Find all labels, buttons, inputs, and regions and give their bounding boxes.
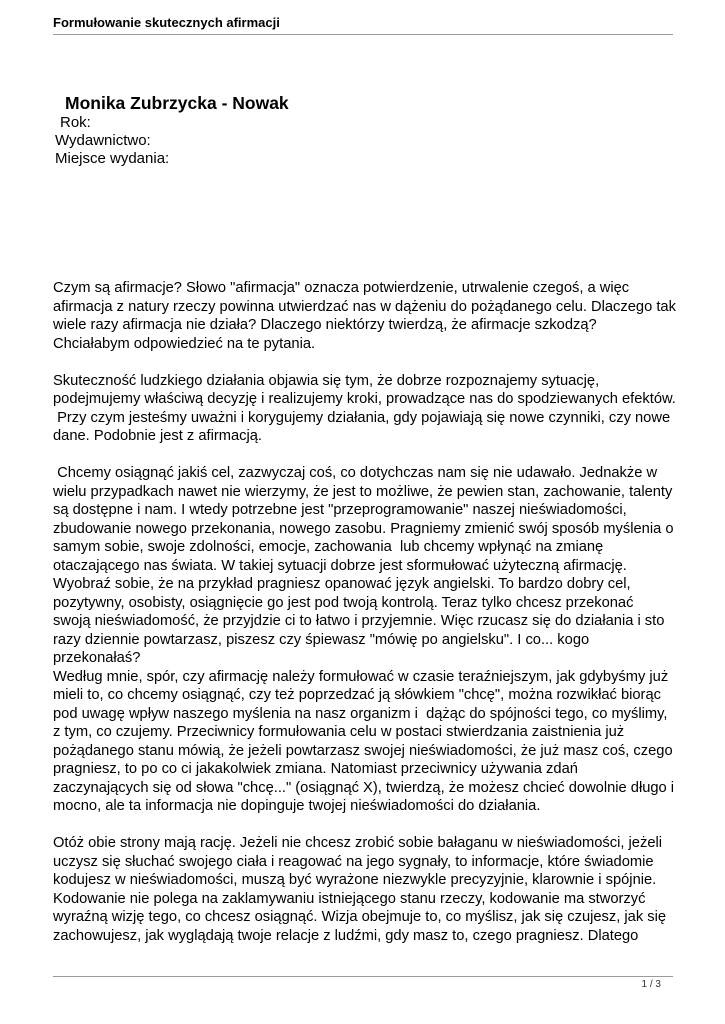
paragraph	[53, 464, 673, 816]
author-name: Monika Zubrzycka - Nowak	[65, 93, 289, 113]
document-metadata	[55, 92, 289, 168]
text-line: wiele razy afirmacja nie działa? Dlaczego niektórzy twierdzą, że afirmacje szkodzą?	[53, 317, 597, 333]
paragraph-gap	[53, 353, 673, 372]
text-line: Chciałabym odpowiedzieć na te pytania.	[53, 335, 316, 352]
text-line: mieli to, co chcemy osiągnąć, czy też poprzedzać ją słówkiem "chcę", można rozwikłać biorąc	[53, 687, 661, 703]
text-line: zachowujesz, jak wyglądają twoje relacje z ludźmi, gdy masz to, czego pragniesz. Dlatego	[53, 927, 639, 944]
text-line: kodujesz w nieświadomości, muszą być wyrażone niezwykle precyzyjnie, klarownie i spójnie.	[53, 872, 657, 888]
text-line: uczysz się słuchać swojego ciała i reagować na jego sygnały, to informacje, które świadomie	[53, 853, 654, 870]
text-line: są dostępne i nam. I wtedy potrzebne jest "przeprogramowanie" naszej nieświadomości,	[53, 502, 627, 518]
text-line: przekonałaś?	[53, 650, 141, 666]
running-header: Formułowanie skutecznych afirmacji	[53, 15, 280, 30]
text-line: samym sobie, swoje zdolności, emocje, zachowania lub chcemy wpłynąć na zmianę	[53, 539, 604, 555]
article-body	[53, 279, 676, 945]
text-line: Przy czym jesteśmy uważni i korygujemy działania, gdy pojawiają się nowe czynniki, czy nowe	[53, 409, 671, 426]
text-line: wyraźną wizję tego, co chcesz osiągnąć. Wizja obejmuje to, co myślisz, jak się czujesz, jak się	[53, 909, 667, 925]
text-line: pod uwagę wpływ naszego myślenia na nasz organizm i dążąc do spójności tego, co myślimy,	[53, 705, 668, 722]
text-line: afirmacja z natury rzeczy powinna utwierdzać nas w dążeniu do pożądanego celu. Dlaczego tak	[53, 298, 676, 315]
page-number: 1 / 3	[641, 979, 661, 990]
text-line: pożądanego stanu mówią, że jeżeli powtarzasz swojej nieświadomości, że już masz coś, czego	[53, 742, 673, 759]
text-line: zbudowanie nowego przekonania, nowego zasobu. Pragniemy zmienić swój sposób myślenia o	[53, 520, 674, 537]
text-line: razy dziennie powtarzasz, piszesz czy śpiewasz "mówię po angielsku". I co... kogo	[53, 631, 590, 648]
text-line: Według mnie, spór, czy afirmację należy formułować w czasie teraźniejszym, jak gdybyśmy już	[53, 668, 669, 685]
text-line: mocno, ale ta informacja nie dopinguje twojej nieświadomości do działania.	[53, 798, 541, 814]
text-line: wielu przypadkach nawet nie wierzymy, że jest to możliwe, że pewien stan, zachowanie, talenty	[53, 483, 673, 500]
text-line: zaczynających się od słowa "chcę..." (osiągnąć X), twierdzą, że możesz chcieć dowolnie długo i	[53, 779, 675, 796]
text-line: otaczającego nas świata. W takiej sytuacji dobrze jest sformułować użyteczną afirmację.	[53, 557, 627, 574]
text-line: pozytywny, osobisty, osiągnięcie go jest pod twoją kontrolą. Teraz tylko chcesz przekonać	[53, 594, 634, 611]
text-line: Czym są afirmacje? Słowo "afirmacja" oznacza potwierdzenie, utrwalenie czegoś, a więc	[53, 280, 630, 296]
text-line: Skuteczność ludzkiego działania objawia się tym, że dobrze rozpoznajemy sytuację,	[53, 372, 600, 389]
text-line: Otóż obie strony mają rację. Jeżeli nie chcesz zrobić sobie bałaganu w nieświadomości, jeżeli	[53, 835, 663, 851]
text-line: pragniesz, to po co ci jakakolwiek zmiana. Natomiast przeciwnicy używania zdań	[53, 761, 578, 777]
text-line: swoją nieświadomość, że przyjdzie ci to łatwo i przyjemnie. Więc rzucasz się do działania i sto	[53, 613, 665, 629]
text-line: Wyobraź sobie, że na przykład pragniesz opanować język angielski. To bardzo dobry cel,	[53, 576, 631, 592]
year-label: Rok:	[60, 114, 91, 131]
paragraph	[53, 279, 676, 353]
paragraph-gap	[53, 816, 673, 835]
publisher-label: Wydawnictwo:	[55, 132, 151, 149]
place-label: Miejsce wydania:	[55, 150, 170, 167]
text-line: Kodowanie nie polega na zaklamywaniu istniejącego stanu rzeczy, kodowanie ma stworzyć	[53, 890, 646, 907]
text-line: dane. Podobnie jest z afirmacją.	[53, 428, 263, 444]
paragraph-gap	[53, 446, 673, 465]
header-divider	[53, 34, 673, 35]
text-line: z tym, co czujemy. Przeciwnicy formułowania celu w postaci stwierdzania zaistnienia już	[53, 724, 625, 740]
paragraph	[53, 372, 676, 446]
text-line: Chcemy osiągnąć jakiś cel, zazwyczaj coś, co dotychczas nam się nie udawało. Jednakże w	[53, 465, 658, 481]
footer-divider	[53, 976, 673, 977]
text-line: podejmujemy właściwą decyzję i realizujemy kroki, prowadzące nas do spodziewanych efektów.	[53, 391, 676, 407]
paragraph	[53, 834, 673, 945]
